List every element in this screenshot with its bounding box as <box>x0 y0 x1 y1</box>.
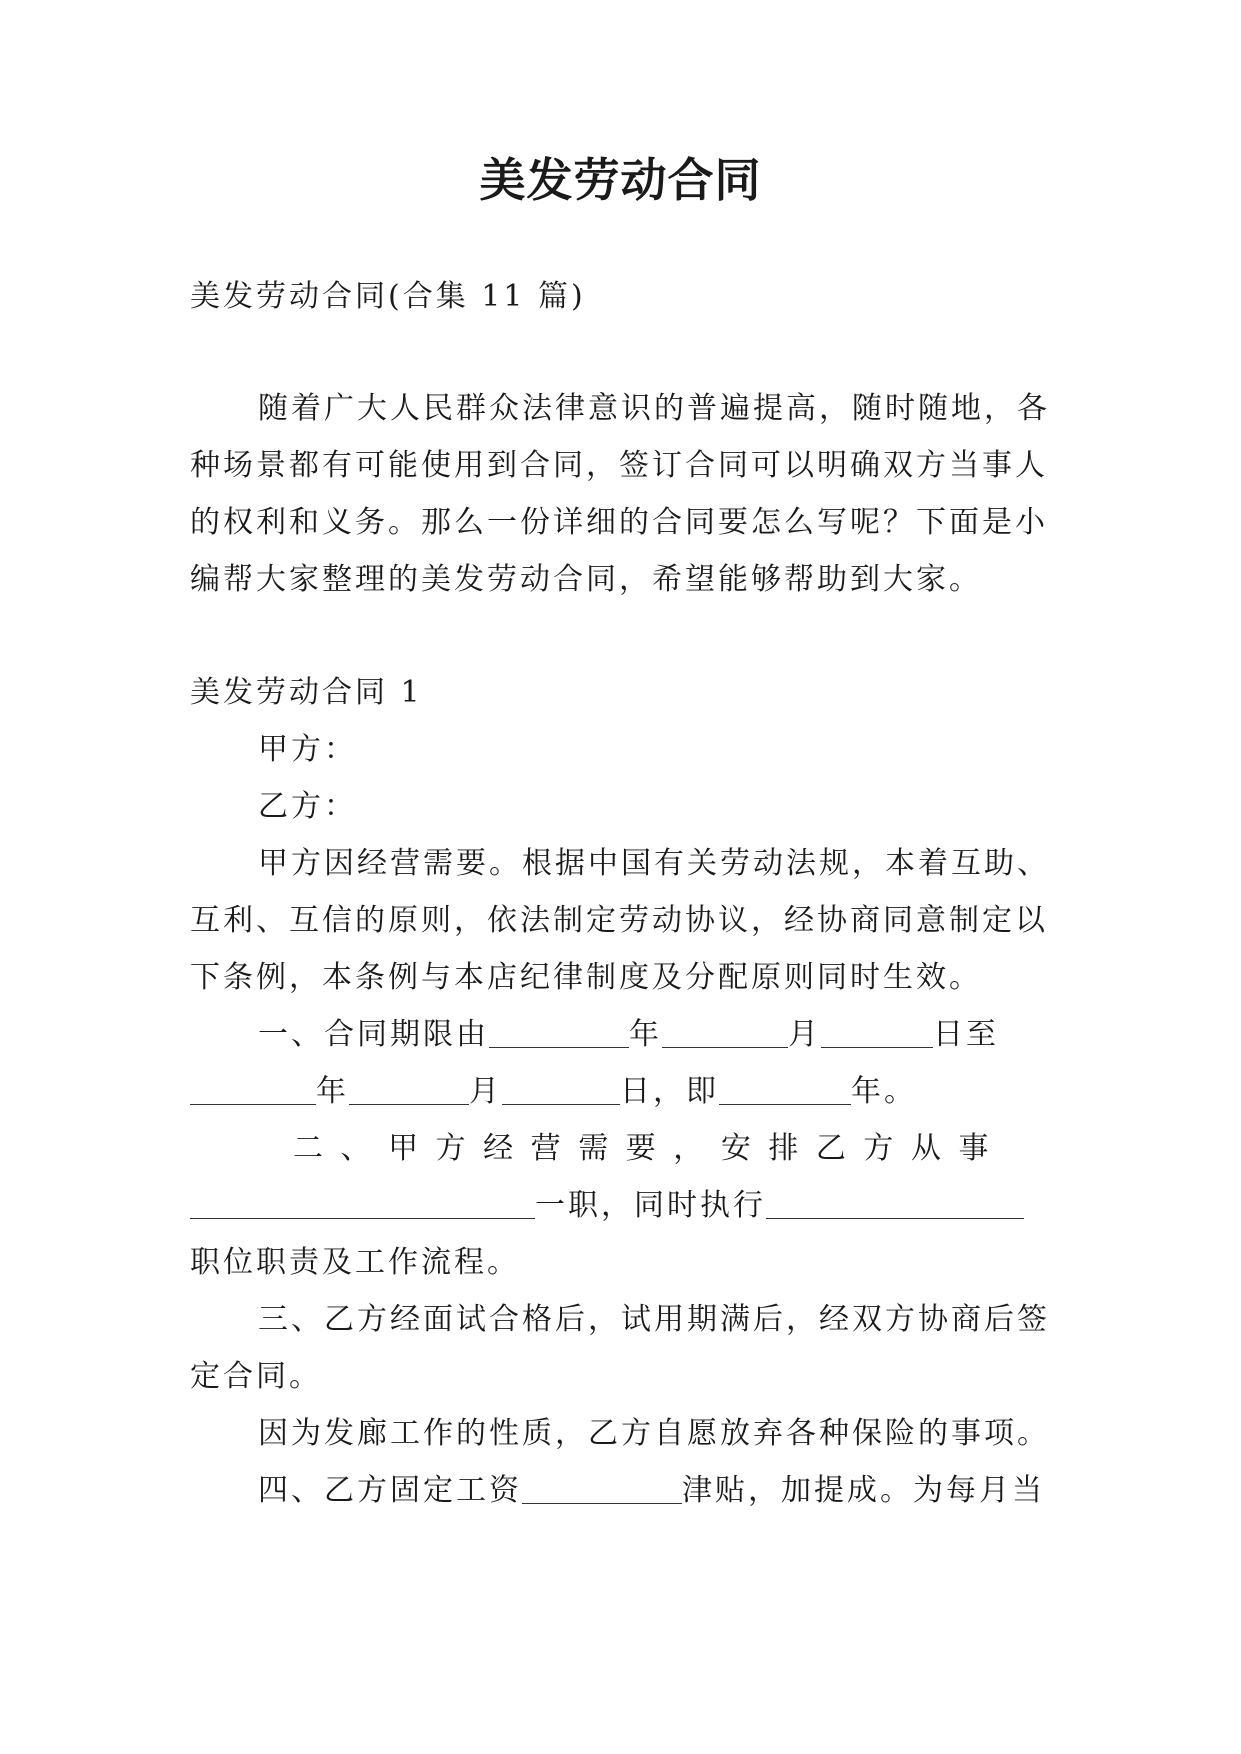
document-subtitle: 美发劳动合同(合集 11 篇) <box>190 279 586 314</box>
clause-1-year-1: 年 <box>629 1017 662 1052</box>
blank-start-day <box>821 1017 933 1048</box>
party-a-label: 甲方： <box>258 732 357 767</box>
clause-1-month-2: 月 <box>469 1074 502 1109</box>
blank-end-day <box>502 1074 620 1105</box>
party-b-label: 乙方： <box>258 789 357 824</box>
intro-line-2: 种场景都有可能使用到合同，签订合同可以明确双方当事人 <box>190 448 1048 483</box>
clause-2-mid: 一职，同时执行 <box>535 1188 766 1223</box>
clause-1-line-1 <box>190 1014 1120 1056</box>
preamble-line-1: 甲方因经营需要。根据中国有关劳动法规，本着互助、 <box>258 846 1050 881</box>
blank-end-month <box>349 1074 469 1105</box>
clause-1-day-ie: 日，即 <box>620 1074 719 1109</box>
blank-position <box>190 1188 535 1219</box>
preamble-line-2: 互利、互信的原则，依法制定劳动协议，经协商同意制定以 <box>190 903 1048 938</box>
clause-4-suffix: 津贴，加提成。为每月当 <box>682 1473 1045 1508</box>
clause-1-year-2: 年 <box>316 1074 349 1109</box>
preamble-line-3: 下条例，本条例与本店纪律制度及分配原则同时生效。 <box>190 960 982 995</box>
clause-1-year-end: 年。 <box>851 1074 917 1109</box>
blank-start-month <box>662 1017 788 1048</box>
blank-duration-years <box>719 1074 851 1105</box>
clause-1-prefix: 一、合同期限由 <box>258 1017 489 1052</box>
clause-2-line-3: 职位职责及工作流程。 <box>190 1245 520 1280</box>
blank-duties <box>766 1188 1024 1219</box>
document-title: 美发劳动合同 <box>479 153 762 207</box>
clause-1-line-2 <box>190 1071 1052 1113</box>
clause-2-line-2 <box>190 1185 1052 1227</box>
clause-3-line-2: 定合同。 <box>190 1359 322 1394</box>
clause-4-line-1 <box>190 1470 1120 1512</box>
blank-end-year <box>190 1074 316 1105</box>
intro-line-4: 编帮大家整理的美发劳动合同，希望能够帮助到大家。 <box>190 562 982 597</box>
section-heading: 美发劳动合同 1 <box>190 675 423 710</box>
clause-1-month-1: 月 <box>788 1017 821 1052</box>
clause-4-prefix: 四、乙方固定工资 <box>258 1473 522 1508</box>
clause-3-line-1: 三、乙方经面试合格后，试用期满后，经双方协商后签 <box>258 1302 1050 1337</box>
blank-start-year <box>489 1017 629 1048</box>
blank-fixed-salary <box>522 1473 682 1504</box>
insurance-line: 因为发廊工作的性质，乙方自愿放弃各种保险的事项。 <box>258 1416 1050 1451</box>
clause-2-line-1: 二 、 甲 方 经 营 需 要 ， 安 排 乙 方 从 事 <box>293 1131 993 1166</box>
intro-line-1: 随着广大人民群众法律意识的普遍提高，随时随地，各 <box>258 391 1050 426</box>
clause-1-day-to: 日至 <box>933 1017 999 1052</box>
intro-line-3: 的权利和义务。那么一份详细的合同要怎么写呢？下面是小 <box>190 505 1048 540</box>
